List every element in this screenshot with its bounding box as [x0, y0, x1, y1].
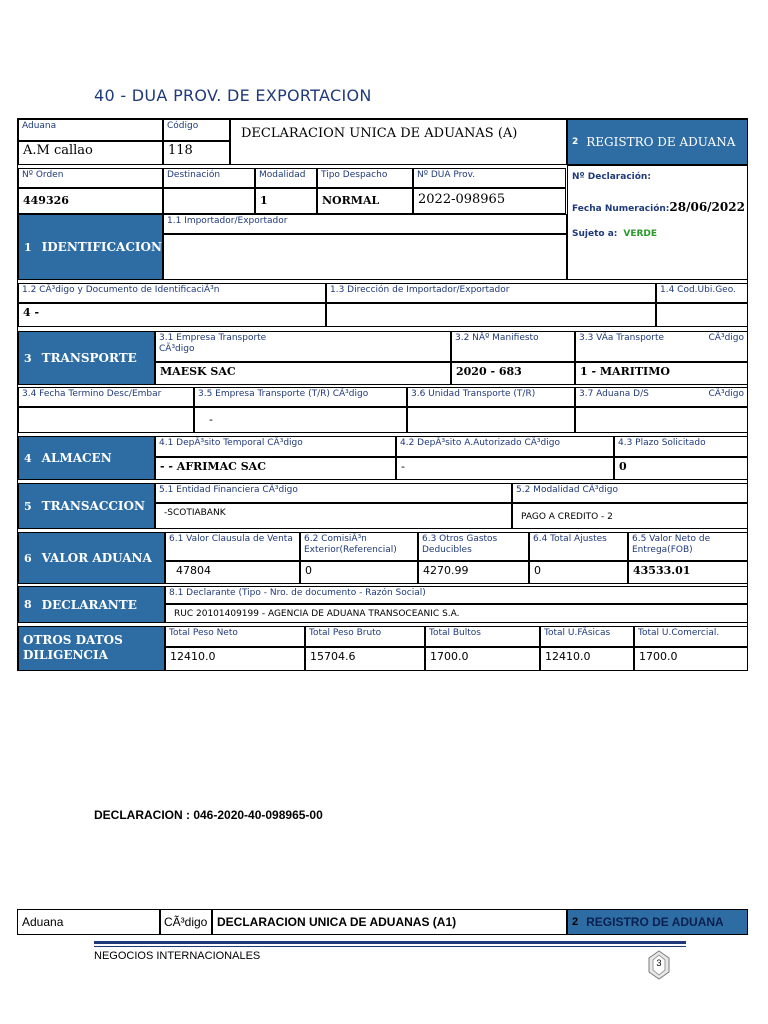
identificacion-number: 1 — [24, 240, 32, 254]
deposito-temporal-value-cell — [155, 457, 396, 480]
doc-value-cell — [18, 303, 326, 327]
almacen-number: 4 — [24, 451, 32, 465]
comision-value: 0 — [305, 564, 312, 577]
clausula-label: 6.1 Valor Clausula de Venta — [169, 534, 293, 544]
second-title-cell — [212, 909, 567, 935]
peso-neto-label-cell — [165, 626, 305, 647]
neto-label: 6.5 Valor Neto de Entrega(FOB) — [632, 534, 711, 555]
empresa-transporte-value: MAESK SAC — [160, 365, 236, 378]
second-aduana-cell — [17, 909, 160, 935]
registro-panel — [567, 165, 748, 280]
dua-prov-label: Nº DUA Prov. — [417, 170, 476, 180]
fecha-numeracion-value: 28/06/2022 — [669, 200, 745, 214]
deposito-autorizado-value-cell — [396, 457, 614, 480]
footer-rule — [94, 941, 686, 944]
aduana-ds-value-cell — [575, 407, 748, 433]
manifiesto-value: 2020 - 683 — [456, 365, 522, 378]
tipo-despacho-label-cell — [317, 168, 413, 188]
clausula-label-cell — [165, 532, 300, 561]
clausula-value: 47804 — [176, 564, 211, 577]
codigo-value-cell — [163, 141, 230, 165]
section-declarante — [18, 586, 165, 623]
second-registro-cell — [567, 909, 748, 935]
empresa-tr-value: - — [209, 413, 213, 426]
registro-label: REGISTRO DE ADUANA — [586, 135, 736, 149]
page-title: 40 - DUA PROV. DE EXPORTACION — [94, 86, 372, 105]
doc-label-cell — [18, 283, 326, 303]
entidad-financiera-value-cell — [155, 503, 512, 529]
ajustes-value: 0 — [534, 564, 541, 577]
ajustes-value-cell — [529, 561, 628, 584]
neto-label-cell — [628, 532, 748, 561]
peso-neto-label: Total Peso Neto — [169, 628, 238, 638]
ubigeo-label: 1.4 Cod.Ubi.Geo. — [660, 285, 736, 295]
aduana-value-cell — [18, 141, 163, 165]
modalidad-pago-value: PAGO A CREDITO - 2 — [521, 512, 613, 522]
direccion-label-cell — [326, 283, 656, 303]
bultos-value: 1700.0 — [430, 650, 469, 663]
footer-text: NEGOCIOS INTERNACIONALES — [94, 950, 261, 962]
dua-prov-value: 2022-098965 — [418, 192, 506, 207]
modalidad-pago-label-cell — [512, 483, 748, 503]
manifiesto-value-cell — [451, 362, 575, 385]
almacen-title: ALMACEN — [41, 451, 112, 465]
section-transaccion — [18, 483, 155, 529]
aduana-ds-codigo-label: CÃ³digo — [708, 389, 744, 399]
destinacion-label-cell — [163, 168, 255, 188]
second-aduana-label: Aduana — [22, 915, 64, 929]
valor-aduana-number: 6 — [24, 551, 32, 565]
page-number: 3 — [656, 958, 662, 968]
comision-label-cell — [300, 532, 418, 561]
entidad-financiera-label: 5.1 Entidad Financiera CÃ³digo — [159, 485, 298, 495]
section-identificacion — [18, 214, 163, 280]
peso-bruto-label: Total Peso Bruto — [309, 628, 382, 638]
fecha-numeracion-label: Fecha Numeración: — [572, 204, 670, 214]
doc-value: 4 - — [23, 306, 40, 319]
registro-number: 2 — [572, 137, 579, 147]
doc-label: 1.2 CÃ³digo y Documento de IdentificaciÃ³n — [22, 285, 220, 295]
orden-value-cell — [18, 188, 163, 214]
dua-prov-value-cell — [413, 188, 566, 214]
codigo-value: 118 — [168, 143, 193, 158]
second-registro-label: REGISTRO DE ADUANA — [586, 915, 724, 929]
destinacion-value — [164, 189, 254, 193]
ubigeo-value-cell — [656, 303, 748, 327]
plazo-label: 4.3 Plazo Solicitado — [618, 438, 706, 448]
footer-rule-thin — [94, 946, 686, 947]
aduana-label: Aduana — [22, 121, 57, 131]
tipo-despacho-value: NORMAL — [322, 194, 380, 207]
importador-label-cell — [163, 214, 567, 234]
fecha-termino-label: 3.4 Fecha Termino Desc/Embar — [22, 389, 162, 399]
fisicas-value: 12410.0 — [545, 650, 591, 663]
valor-aduana-title: VALOR ADUANA — [41, 551, 152, 565]
declarante-value: RUC 20101409199 - AGENCIA DE ADUANA TRANSOCEANIC S.A. — [174, 609, 460, 619]
deposito-temporal-label: 4.1 DepÃ³sito Temporal CÃ³digo — [159, 438, 303, 448]
bultos-label: Total Bultos — [429, 628, 481, 638]
ajustes-label: 6.4 Total Ajustes — [533, 534, 607, 544]
unidad-transporte-value-cell — [407, 407, 575, 433]
via-transporte-label-cell — [575, 331, 748, 362]
transporte-title: TRANSPORTE — [41, 351, 137, 365]
orden-value: 449326 — [23, 194, 69, 207]
empresa-tr-value-cell — [194, 407, 407, 433]
bultos-value-cell — [425, 647, 540, 671]
main-title-cell — [230, 119, 567, 165]
declaracion-number: DECLARACION : 046-2020-40-098965-00 — [94, 808, 323, 822]
modalidad-value: 1 — [260, 194, 268, 207]
aduana-label-cell — [18, 119, 163, 141]
entidad-financiera-value: -SCOTIABANK — [164, 508, 226, 518]
transaccion-number: 5 — [24, 499, 32, 513]
empresa-tr-label: 3.5 Empresa Transporte (T/R) CÃ³digo — [198, 389, 369, 399]
plazo-label-cell — [614, 436, 748, 457]
via-transporte-codigo-label: CÃ³digo — [708, 333, 744, 343]
modalidad-pago-label: 5.2 Modalidad CÃ³digo — [516, 485, 618, 495]
orden-label-cell — [18, 168, 163, 188]
gastos-label: 6.3 Otros Gastos Deducibles — [422, 534, 498, 555]
declarante-label-cell — [165, 586, 748, 604]
declarante-label: 8.1 Declarante (Tipo - Nro. de documento - Razón Social) — [169, 588, 426, 598]
unidad-transporte-value — [408, 408, 574, 412]
gastos-label-cell — [418, 532, 529, 561]
direccion-value — [327, 304, 655, 308]
codigo-label: Código — [167, 121, 199, 131]
comercial-label: Total U.Comercial. — [638, 628, 720, 638]
second-codigo-label: CÃ³digo — [164, 915, 208, 929]
fecha-termino-value-cell — [18, 407, 194, 433]
destinacion-value-cell — [163, 188, 255, 214]
ubigeo-label-cell — [656, 283, 748, 303]
unidad-transporte-label: 3.6 Unidad Transporte (T/R) — [411, 389, 536, 399]
importador-value — [164, 235, 566, 239]
plazo-value: 0 — [619, 460, 627, 473]
transaccion-title: TRANSACCION — [41, 499, 145, 513]
dua-form — [17, 118, 748, 671]
comercial-value-cell — [634, 647, 748, 671]
aduana-ds-label: 3.7 Aduana D/S — [579, 389, 649, 399]
otros-datos-title: OTROS DATOS DILIGENCIA — [23, 633, 123, 662]
via-transporte-label: 3.3 VÃa Transporte — [579, 333, 665, 343]
section-otros-datos — [18, 626, 165, 671]
empresa-transporte-label-cell — [155, 331, 451, 362]
aduana-value: A.M callao — [23, 143, 93, 158]
modalidad-value-cell — [255, 188, 317, 214]
comercial-value: 1700.0 — [639, 650, 678, 663]
empresa-transporte-value-cell — [155, 362, 451, 385]
aduana-ds-value — [576, 408, 747, 412]
declaracion-label: Nº Declaración: — [572, 172, 651, 182]
deposito-temporal-label-cell — [155, 436, 396, 457]
aduana-ds-label-cell — [575, 387, 748, 407]
declarante-number: 8 — [24, 598, 32, 611]
empresa-transporte-label: 3.1 Empresa Transporte CÃ³digo — [159, 333, 267, 354]
transporte-number: 3 — [24, 351, 32, 365]
declarante-title: DECLARANTE — [41, 597, 137, 612]
tipo-despacho-label: Tipo Despacho — [321, 170, 388, 180]
entidad-financiera-label-cell — [155, 483, 512, 503]
plazo-value-cell — [614, 457, 748, 480]
manifiesto-label-cell — [451, 331, 575, 362]
page-number-ornament-icon — [647, 950, 671, 980]
registro-header — [567, 119, 748, 165]
sujeto-label: Sujeto a: — [572, 229, 618, 239]
fisicas-label: Total U.FÃsicas — [544, 628, 611, 638]
gastos-value: 4270.99 — [423, 564, 469, 577]
bultos-label-cell — [425, 626, 540, 647]
peso-bruto-label-cell — [305, 626, 425, 647]
identificacion-title: IDENTIFICACION — [41, 240, 162, 254]
ajustes-label-cell — [529, 532, 628, 561]
neto-value-cell — [628, 561, 748, 584]
deposito-autorizado-value: - — [401, 460, 405, 473]
fecha-termino-value — [19, 408, 193, 412]
codigo-label-cell — [163, 119, 230, 141]
fecha-termino-label-cell — [18, 387, 194, 407]
manifiesto-label: 3.2 NÂº Manifiesto — [455, 333, 539, 343]
orden-label: Nº Orden — [22, 170, 64, 180]
modalidad-pago-value-cell — [512, 503, 748, 529]
neto-value: 43533.01 — [633, 564, 691, 577]
comision-label: 6.2 ComisiÃ³n Exterior(Referencial) — [304, 534, 397, 555]
fisicas-label-cell — [540, 626, 634, 647]
modalidad-label-cell — [255, 168, 317, 188]
importador-value-cell — [163, 234, 567, 280]
second-registro-number: 2 — [572, 916, 579, 928]
declarante-value-cell — [165, 604, 748, 623]
section-transporte — [18, 331, 155, 385]
deposito-autorizado-label: 4.2 DepÃ³sito A.Autorizado CÃ³digo — [400, 438, 560, 448]
destinacion-label: Destinación — [167, 170, 221, 180]
gastos-value-cell — [418, 561, 529, 584]
via-transporte-value: 1 - MARITIMO — [580, 365, 670, 378]
second-title: DECLARACION UNICA DE ADUANAS (A1) — [217, 915, 457, 929]
empresa-tr-label-cell — [194, 387, 407, 407]
comercial-label-cell — [634, 626, 748, 647]
deposito-autorizado-label-cell — [396, 436, 614, 457]
dua-prov-label-cell — [413, 168, 566, 188]
peso-neto-value-cell — [165, 647, 305, 671]
comision-value-cell — [300, 561, 418, 584]
peso-bruto-value: 15704.6 — [310, 650, 356, 663]
importador-label: 1.1 Importador/Exportador — [167, 216, 288, 226]
second-codigo-cell — [160, 909, 212, 935]
clausula-value-cell — [165, 561, 300, 584]
direccion-label: 1.3 Dirección de Importador/Exportador — [330, 285, 510, 295]
peso-bruto-value-cell — [305, 647, 425, 671]
main-title: DECLARACION UNICA DE ADUANAS (A) — [241, 126, 518, 141]
section-valor-aduana — [18, 532, 165, 584]
second-header — [17, 909, 748, 935]
deposito-temporal-value: - - AFRIMAC SAC — [160, 460, 266, 473]
sujeto-value: VERDE — [623, 229, 658, 239]
fisicas-value-cell — [540, 647, 634, 671]
unidad-transporte-label-cell — [407, 387, 575, 407]
section-almacen — [18, 436, 155, 480]
ubigeo-value — [657, 304, 747, 308]
tipo-despacho-value-cell — [317, 188, 413, 214]
direccion-value-cell — [326, 303, 656, 327]
via-transporte-value-cell — [575, 362, 748, 385]
modalidad-label: Modalidad — [259, 170, 306, 180]
peso-neto-value: 12410.0 — [170, 650, 216, 663]
